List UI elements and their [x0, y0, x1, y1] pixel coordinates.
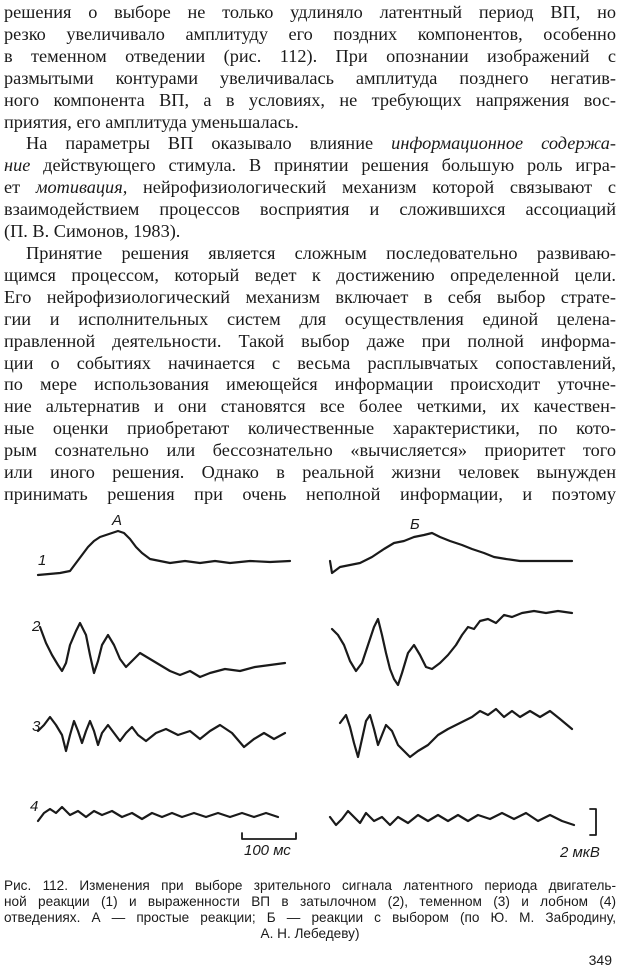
amplitude-scale-label: 2 мкВ	[560, 844, 600, 860]
text-line: На параметры ВП оказывало влияние информационное содержа-	[26, 133, 616, 154]
text-line: принимать решения при очень неполной информации, и поэтому	[4, 483, 616, 504]
text-line: Его нейрофизиологический механизм включает в себя выбор страте-	[4, 286, 616, 307]
caption-line: Рис. 112. Изменения при выборе зрительного сигнала латентного периода двигатель-	[4, 878, 616, 893]
trace-b-4	[330, 811, 574, 825]
text-line: решения о выборе не только удлиняло латентный период ВП, но	[4, 2, 616, 22]
text-line: ние альтернатив и они становятся все более четкими, их качествен-	[4, 396, 616, 417]
trace-a-1	[38, 531, 290, 575]
text-line: по мере использования имеющейся информации происходит уточне-	[4, 374, 616, 395]
trace-b-1	[330, 533, 572, 573]
text-line: в теменном отведении (рис. 112). При опознании изображений с	[4, 45, 616, 66]
row-label-3: 3	[32, 718, 41, 735]
row-label-4: 4	[30, 798, 39, 815]
text-line: или иного решения. Однако в реальной жизни человек вынужден	[4, 462, 616, 483]
paragraph	[4, 243, 616, 506]
text-line: ции о событиях начинается с весьма расплывчатых сопоставлений,	[4, 352, 616, 373]
figure-caption	[4, 878, 616, 942]
row-label-2: 2	[32, 618, 41, 635]
text-line: размытыми контурами увеличивалась амплитуда позднего негатив-	[4, 67, 616, 88]
trace-b-2	[332, 611, 572, 685]
trace-a-3	[38, 717, 285, 751]
caption-line: отведениях. А — простые реакции; Б — реакции с выбором (по Ю. М. Забродину,	[4, 910, 616, 925]
body-text	[4, 2, 616, 506]
text-line: Принятие решения является сложным последовательно развиваю-	[26, 242, 616, 263]
figure-112	[0, 495, 620, 860]
text-line: приятия, его амплитуда уменьшалась.	[4, 111, 299, 132]
text-line: рым сознательно или бессознательно «вычисляется» приоритет того	[4, 440, 616, 461]
amplitude-scale-bar	[590, 809, 596, 835]
trace-a-4	[38, 807, 278, 821]
text-line: ние действующего стимула. В принятии решения большую роль игра-	[4, 155, 616, 176]
text-line: резко увеличивало амплитуду его поздних компонентов, особенно	[4, 23, 616, 44]
trace-a-2	[40, 623, 285, 677]
text-line: взаимодействием процессов восприятия и сложившихся ассоциаций	[4, 199, 616, 220]
row-label-1: 1	[38, 552, 47, 569]
paragraph	[4, 133, 616, 243]
text-line: ного компонента ВП, а в условиях, не требующих напряжения вос-	[4, 89, 616, 110]
text-line: ные оценки приобретают количественные характеристики, по кото-	[4, 418, 616, 439]
text-line: (П. В. Симонов, 1983).	[4, 221, 181, 242]
time-scale-label: 100 мс	[244, 842, 291, 859]
text-line: правленной деятельности. Такой выбор даже при полной информа-	[4, 330, 616, 351]
text-line: щимся процессом, который ведет к достижению определенной цели.	[4, 264, 616, 285]
evoked-potentials-figure	[0, 495, 620, 860]
column-a-label: А	[112, 512, 123, 529]
text-line: ет мотивация, нейрофизиологический механизм которой связывают с	[4, 177, 616, 198]
column-b-label: Б	[410, 516, 420, 533]
trace-b-3	[340, 709, 572, 757]
text-line: гии и исполнительных систем для осуществления единой целена-	[4, 308, 616, 329]
caption-line: ной реакции (1) и выраженности ВП в затылочном (2), теменном (3) и лобном (4)	[4, 894, 616, 909]
paragraph	[4, 2, 616, 133]
time-scale-bar	[242, 833, 296, 839]
caption-line: А. Н. Лебедеву)	[260, 926, 360, 941]
page-number: 349	[588, 952, 612, 968]
